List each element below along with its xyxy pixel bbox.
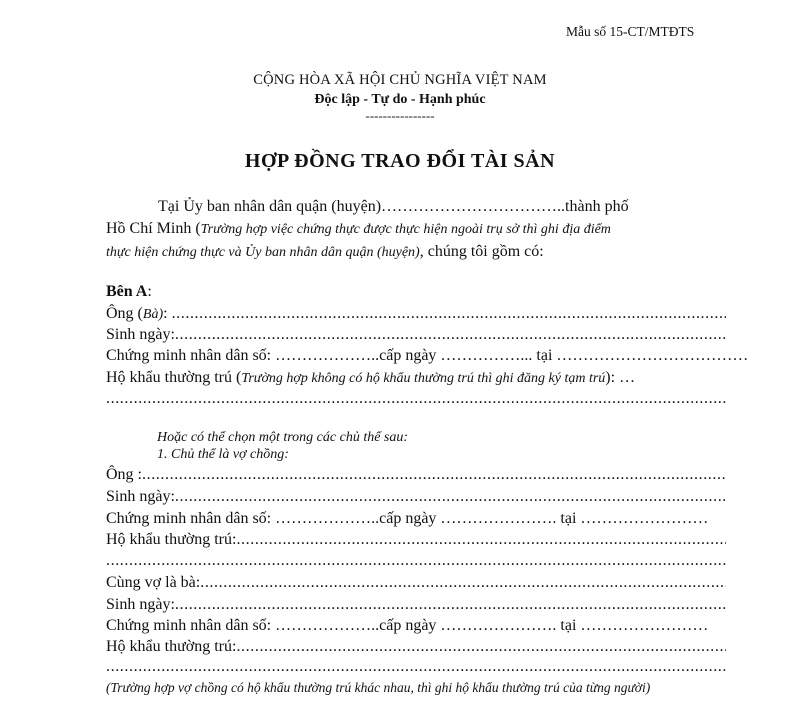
wife-dob-label: Sinh ngày: <box>106 596 175 613</box>
wife-line <box>106 574 726 592</box>
party-a-name-line <box>106 305 726 323</box>
wife-dob-field <box>175 596 726 614</box>
wife-id-line <box>106 617 708 635</box>
residence-label: Hộ khẩu thường trú ( <box>106 369 242 386</box>
husband-dob-line <box>106 488 726 506</box>
party-a-colon: : <box>147 283 152 300</box>
intro-line-1: Tại Ủy ban nhân dân quận (huyện)……………………………..thành phố <box>158 198 629 215</box>
husband-dob-label: Sinh ngày: <box>106 488 175 505</box>
option-1-heading: 1. Chủ thể là vợ chồng: <box>157 447 289 462</box>
id-issue: cấp ngày ……………... tại ……………………………… <box>379 347 749 364</box>
dob-label: Sinh ngày: <box>106 326 175 343</box>
husband-id-label: Chứng minh nhân dân số: ……………….. <box>106 510 380 527</box>
party-a-label: Bên A <box>106 283 148 300</box>
wife-residence-line <box>106 638 726 656</box>
party-a-name-label: Ông (Bà): <box>106 305 168 322</box>
husband-dob-field <box>175 488 726 506</box>
husband-id-issue: cấp ngày …………………. tại …………………… <box>379 510 709 527</box>
intro-line-3 <box>106 243 544 261</box>
form-code: Mẫu số 15-CT/MTĐTS <box>566 24 695 39</box>
wife-residence-continuation <box>106 658 726 676</box>
husband-id-line <box>106 510 708 528</box>
party-a-id-line <box>106 347 748 365</box>
dob-field <box>175 326 726 344</box>
husband-residence-continuation <box>106 552 726 570</box>
name-field <box>172 305 726 323</box>
husband-residence-field <box>236 531 726 549</box>
wife-residence-field-2 <box>106 658 726 676</box>
country-name: CỘNG HÒA XÃ HỘI CHỦ NGHĨA VIỆT NAM <box>253 72 547 88</box>
national-motto: Độc lập - Tự do - Hạnh phúc <box>314 92 486 107</box>
husband-residence-label: Hộ khẩu thường trú: <box>106 531 237 548</box>
husband-line <box>106 466 726 484</box>
wife-field <box>200 574 726 592</box>
party-a-residence-line <box>106 369 635 387</box>
residence-field <box>106 390 726 408</box>
intro-end: , chúng tôi gồm có: <box>419 243 544 260</box>
husband-residence-field-2 <box>106 552 726 570</box>
party-a-residence-continuation <box>106 390 726 408</box>
intro-line-2 <box>106 220 611 238</box>
wife-residence-label: Hộ khẩu thường trú: <box>106 638 237 655</box>
intro-note-2: thực hiện chứng thực và Ủy ban nhân dân quận (huyện) <box>106 245 420 260</box>
intro-note-1: Trường hợp việc chứng thực được thực hiện ngoài trụ sở thì ghi địa điểm <box>200 222 611 237</box>
wife-residence-field <box>236 638 726 656</box>
wife-id-label: Chứng minh nhân dân số: ……………….. <box>106 617 380 634</box>
husband-label: Ông : <box>106 466 142 483</box>
husband-residence-line <box>106 531 726 549</box>
wife-id-issue: cấp ngày …………………. tại …………………… <box>379 617 709 634</box>
id-label: Chứng minh nhân dân số: ……………….. <box>106 347 380 364</box>
document-title: HỢP ĐỒNG TRAO ĐỔI TÀI SẢN <box>244 150 556 172</box>
residence-end: ): … <box>605 369 636 386</box>
alternative-intro: Hoặc có thể chọn một trong các chủ thể sau: <box>157 430 409 445</box>
party-a-dob-line <box>106 326 726 344</box>
wife-dob-line <box>106 596 726 614</box>
residence-note: Trường hợp không có hộ khẩu thường trú thì ghi đăng ký tạm trú <box>241 371 606 386</box>
husband-field <box>142 466 726 484</box>
spouse-residence-note: (Trường hợp vợ chồng có hộ khẩu thường trú khác nhau, thì ghi hộ khẩu thường trú của từng người) <box>106 680 651 695</box>
header-divider: ---------------- <box>365 108 435 123</box>
wife-label: Cùng vợ là bà: <box>106 574 201 591</box>
intro-city: Hồ Chí Minh ( <box>106 220 201 237</box>
party-a-heading <box>106 283 152 301</box>
